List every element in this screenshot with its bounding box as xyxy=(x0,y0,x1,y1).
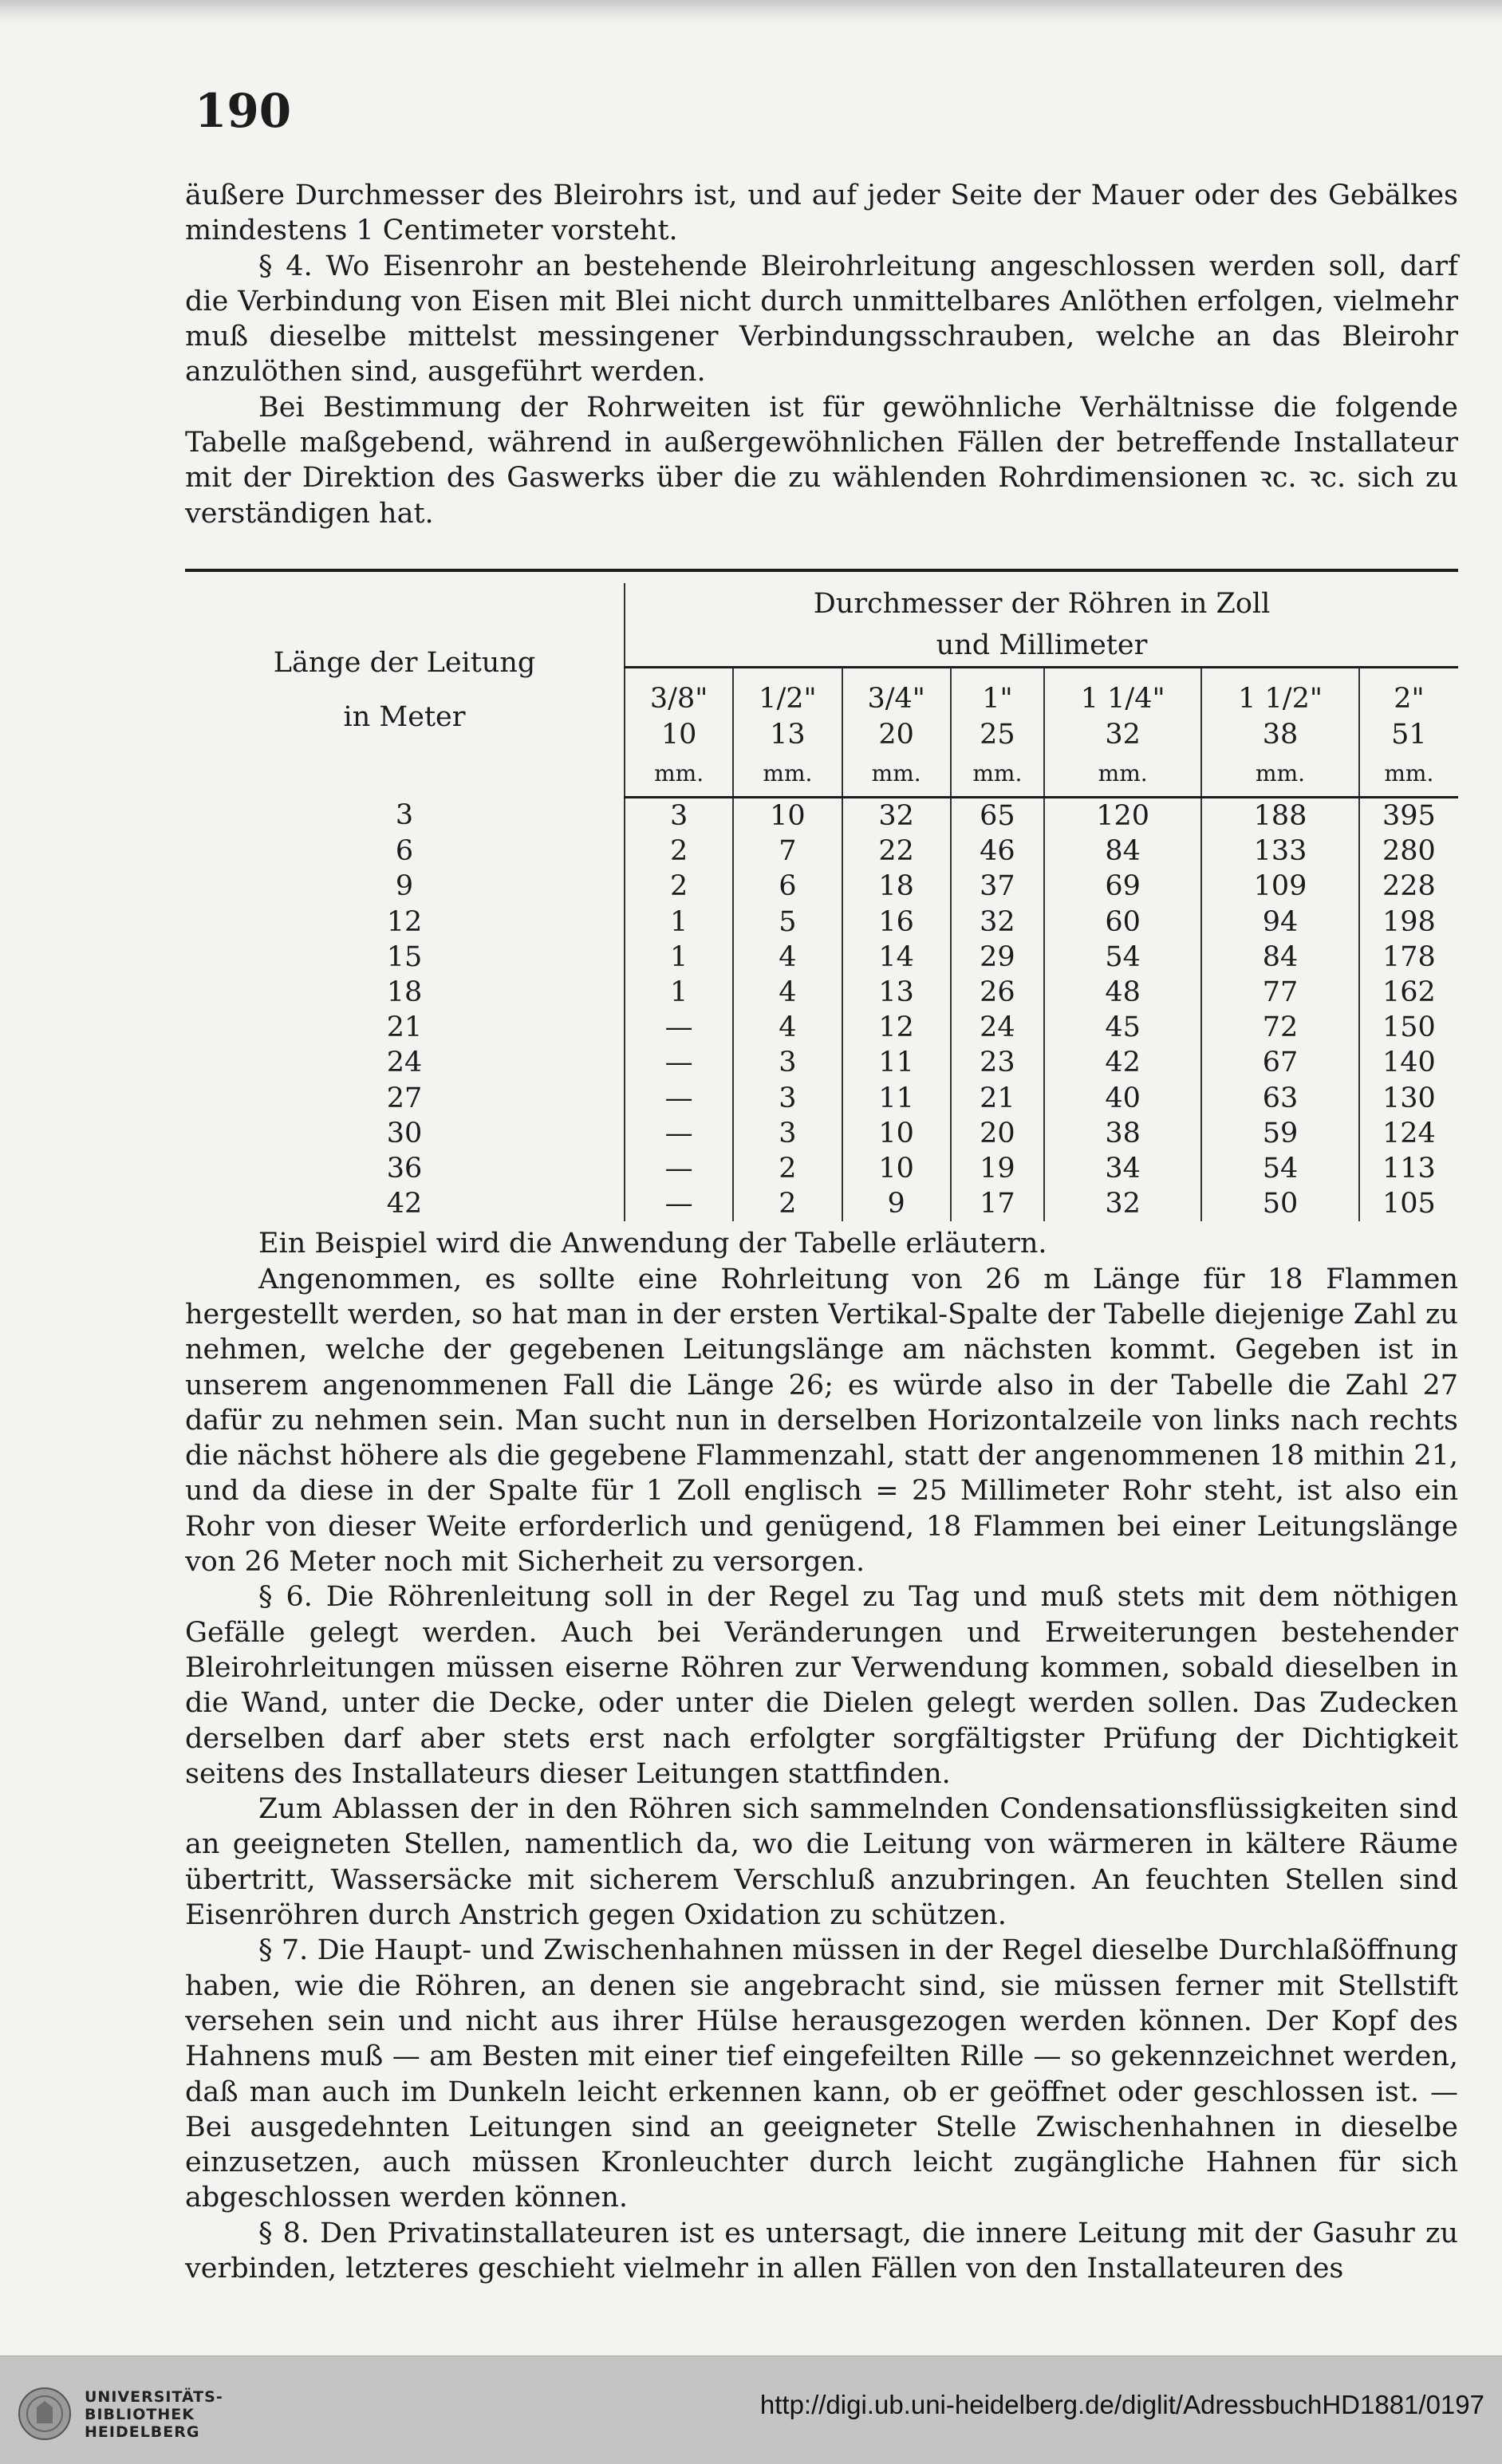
paragraph: Bei Bestimmung der Rohrweiten ist für gewöhnliche Verhältnisse die folgende Tabelle maßgebend, während in außergewöhnlichen Fällen der betreffende Installateur mit der Direktion des Gaswerks über die zu wählenden Rohrdimensionen ꝛc. ꝛc. sich zu verständigen hat. xyxy=(185,391,1458,530)
table-cell: 130 xyxy=(1359,1081,1458,1116)
column-unit: mm. xyxy=(1359,751,1458,798)
table-cell: 1 xyxy=(625,905,733,940)
paragraph: Ein Beispiel wird die Anwendung der Tabelle erläutern. xyxy=(258,1228,1047,1260)
table-cell: 54 xyxy=(1044,940,1201,975)
column-unit: mm. xyxy=(842,751,951,798)
table-cell: 32 xyxy=(1044,1186,1201,1221)
table-cell: 40 xyxy=(1044,1081,1201,1116)
column-unit: mm. xyxy=(951,751,1044,798)
table-row xyxy=(185,1045,1458,1080)
table-cell: 23 xyxy=(951,1045,1044,1080)
text-before-table xyxy=(185,178,1458,531)
table-cell: 22 xyxy=(842,834,951,869)
table-cell: 395 xyxy=(1359,797,1458,834)
table-top-rule xyxy=(185,570,1458,583)
table-cell: 84 xyxy=(1201,940,1358,975)
table-cell: 2 xyxy=(625,834,733,869)
table-cell: 16 xyxy=(842,905,951,940)
table-cell: 3 xyxy=(733,1116,842,1151)
column-mm-size: 10 xyxy=(625,718,733,751)
table-cell: 7 xyxy=(733,834,842,869)
table-cell: 3 xyxy=(625,797,733,834)
length-header-line1: Länge der Leitung xyxy=(273,647,536,680)
table-cell: 72 xyxy=(1201,1010,1358,1045)
viewer-footer xyxy=(0,2356,1502,2464)
table-body xyxy=(185,797,1458,1221)
row-length: 6 xyxy=(395,835,414,868)
library-name: UNIVERSITÄTS- BIBLIOTHEK HEIDELBERG xyxy=(85,2388,223,2441)
table-cell: 188 xyxy=(1201,797,1358,834)
row-length: 27 xyxy=(386,1082,423,1114)
table-row xyxy=(185,975,1458,1010)
table-cell: 4 xyxy=(733,1010,842,1045)
column-unit: mm. xyxy=(1201,751,1358,798)
table-cell: 5 xyxy=(733,905,842,940)
table-cell: 60 xyxy=(1044,905,1201,940)
table-row xyxy=(185,1010,1458,1045)
table-cell: 10 xyxy=(733,797,842,834)
table-cell: 19 xyxy=(951,1151,1044,1186)
row-length: 30 xyxy=(386,1117,423,1149)
row-length: 12 xyxy=(386,905,423,938)
table-cell: 17 xyxy=(951,1186,1044,1221)
source-url-link[interactable]: http://digi.ub.uni-heidelberg.de/diglit/AdressbuchHD1881/0197 xyxy=(759,2390,1484,2419)
column-inch-size: 1/2" xyxy=(733,667,842,718)
table-cell: 113 xyxy=(1359,1151,1458,1186)
column-unit: mm. xyxy=(733,751,842,798)
paragraph: § 7. Die Haupt- und Zwischenhahnen müssen in der Regel dieselbe Durchlaßöffnung haben, wie die Röhren, an denen sie angebracht sind, sie müssen ferner mit Stellstift versehen sein und nicht aus ihrer Hülse herausgezogen werden können. Der Kopf des Hahnens muß — am Besten mit einer tief eingefeilten Rille — so gekennzeichnet werden, daß man auch im Dunkeln leicht erkennen kann, ob er geöffnet oder geschlossen ist. — Bei ausgedehnten Leitungen sind an geeigneter Stelle Zwischenhahnen in dieselbe einzusetzen, auch müssen Kronleuchter durch leicht zugängliche Hahnen für sich abgeschlossen werden können. xyxy=(185,1934,1458,2214)
table-cell: 46 xyxy=(951,834,1044,869)
table-cell: 9 xyxy=(842,1186,951,1221)
table-cell: 69 xyxy=(1044,869,1201,904)
table-cell: 109 xyxy=(1201,869,1358,904)
table-row xyxy=(185,797,1458,834)
table-cell: 6 xyxy=(733,869,842,904)
table-cell: 11 xyxy=(842,1081,951,1116)
pipe-size-table-container xyxy=(185,569,1458,1221)
scan-top-edge xyxy=(0,0,1502,24)
row-length: 42 xyxy=(386,1188,423,1220)
table-cell: — xyxy=(625,1151,733,1186)
paragraph: § 8. Den Privatinstallateuren ist es untersagt, die innere Leitung mit der Gasuhr zu verbinden, letzteres geschieht vielmehr in allen Fällen von den Installateuren des xyxy=(185,2217,1458,2285)
table-cell: 4 xyxy=(733,975,842,1010)
table-cell: 34 xyxy=(1044,1151,1201,1186)
table-cell: 48 xyxy=(1044,975,1201,1010)
column-inch-size: 3/8" xyxy=(625,667,733,718)
table-cell: 10 xyxy=(842,1116,951,1151)
table-cell: 162 xyxy=(1359,975,1458,1010)
row-length: 36 xyxy=(386,1153,423,1185)
row-length: 9 xyxy=(395,870,414,903)
table-row xyxy=(185,869,1458,904)
paragraph: Angenommen, es sollte eine Rohrleitung von 26 m Länge für 18 Flammen hergestellt werden, so hat man in der ersten Vertikal-Spalte der Tabelle diejenige Zahl zu nehmen, welche der gegebenen Leitungslänge am nächsten kommt. Gegeben ist in unserem angenommenen Fall die Länge 26; es würde also in der Tabelle die Zahl 27 dafür zu nehmen sein. Man sucht nun in derselben Horizontalzeile von links nach rechts die nächst höhere als die gegebene Flammenzahl, statt der angenommenen 18 mithin 21, und da diese in der Spalte für 1 Zoll englisch = 25 Millimeter Rohr steht, ist also ein Rohr von dieser Weite erforderlich und genügend, 18 Flammen bei einer Leitungslänge von 26 Meter noch mit Sicherheit zu versorgen. xyxy=(185,1263,1458,1579)
table-cell: 63 xyxy=(1201,1081,1358,1116)
table-cell: 32 xyxy=(842,797,951,834)
column-inch-size: 1 1/4" xyxy=(1044,667,1201,718)
table-cell: 94 xyxy=(1201,905,1358,940)
row-length: 21 xyxy=(386,1011,423,1044)
table-cell: 21 xyxy=(951,1081,1044,1116)
table-cell: 124 xyxy=(1359,1116,1458,1151)
column-mm-size: 13 xyxy=(733,718,842,751)
table-cell: 26 xyxy=(951,975,1044,1010)
table-cell: 18 xyxy=(842,869,951,904)
table-cell: 1 xyxy=(625,975,733,1010)
text-after-table xyxy=(185,1226,1458,2286)
paragraph: § 4. Wo Eisenrohr an bestehende Bleirohrleitung angeschlossen werden soll, darf die Verbindung von Eisen mit Blei nicht durch unmittelbares Anlöthen erfolgen, vielmehr muß dieselbe mittelst messingener Verbindungsschrauben, welche an das Bleirohr anzulöthen sind, ausgeführt werden. xyxy=(185,250,1458,388)
length-header-line2: in Meter xyxy=(343,701,466,734)
table-cell: 140 xyxy=(1359,1045,1458,1080)
column-unit: mm. xyxy=(625,751,733,798)
column-mm-size: 25 xyxy=(951,718,1044,751)
row-length: 18 xyxy=(386,976,423,1008)
table-cell: 10 xyxy=(842,1151,951,1186)
table-cell: 2 xyxy=(733,1151,842,1186)
table-cell: 77 xyxy=(1201,975,1358,1010)
table-cell: 3 xyxy=(733,1081,842,1116)
table-cell: — xyxy=(625,1116,733,1151)
table-cell: — xyxy=(625,1081,733,1116)
paragraph: Zum Ablassen der in den Röhren sich sammelnden Condensationsflüssigkeiten sind an geeigneten Stellen, namentlich da, wo die Leitung von wärmeren in kältere Räume übertritt, Wassersäcke mit sicherem Verschluß anzubringen. An feuchten Stellen sind Eisenröhren durch Anstrich gegen Oxidation zu schützen. xyxy=(185,1793,1458,1932)
table-cell: — xyxy=(625,1010,733,1045)
column-mm-size: 38 xyxy=(1201,718,1358,751)
table-cell: 29 xyxy=(951,940,1044,975)
diameter-header-line2: und Millimeter xyxy=(936,629,1148,661)
pipe-size-table xyxy=(185,569,1458,1221)
column-inch-size: 3/4" xyxy=(842,667,951,718)
table-cell: 12 xyxy=(842,1010,951,1045)
table-cell: 280 xyxy=(1359,834,1458,869)
row-length: 3 xyxy=(395,799,414,832)
table-row xyxy=(185,1081,1458,1116)
table-cell: 4 xyxy=(733,940,842,975)
table-cell: 14 xyxy=(842,940,951,975)
column-mm-size: 51 xyxy=(1359,718,1458,751)
book-page xyxy=(185,84,1458,2286)
table-cell: 65 xyxy=(951,797,1044,834)
table-cell: 228 xyxy=(1359,869,1458,904)
table-cell: 178 xyxy=(1359,940,1458,975)
column-inch-size: 1" xyxy=(951,667,1044,718)
row-length: 24 xyxy=(386,1047,423,1079)
table-row xyxy=(185,1116,1458,1151)
table-cell: 198 xyxy=(1359,905,1458,940)
table-cell: 24 xyxy=(951,1010,1044,1045)
column-mm-size: 32 xyxy=(1044,718,1201,751)
table-cell: 1 xyxy=(625,940,733,975)
table-cell: 133 xyxy=(1201,834,1358,869)
paragraph: äußere Durchmesser des Bleirohrs ist, und auf jeder Seite der Mauer oder des Gebälkes mindestens 1 Centimeter vorsteht. xyxy=(185,179,1458,247)
page-number: 190 xyxy=(195,84,292,138)
table-cell: 42 xyxy=(1044,1045,1201,1080)
table-cell: 13 xyxy=(842,975,951,1010)
table-cell: 150 xyxy=(1359,1010,1458,1045)
table-cell: 84 xyxy=(1044,834,1201,869)
table-cell: 2 xyxy=(733,1186,842,1221)
table-cell: 120 xyxy=(1044,797,1201,834)
table-cell: 59 xyxy=(1201,1116,1358,1151)
table-row xyxy=(185,905,1458,940)
table-cell: 67 xyxy=(1201,1045,1358,1080)
paragraph: § 6. Die Röhrenleitung soll in der Regel zu Tag und muß stets mit dem nöthigen Gefälle gelegt werden. Auch bei Veränderungen und Erweiterungen bestehender Bleirohrleitungen müssen eiserne Röhren zur Verwendung kommen, sobald dieselben in die Wand, unter die Decke, oder unter die Dielen gelegt werden sollen. Das Zudecken derselben darf aber stets erst nach erfolgter sorgfältigster Prüfung der Dichtigkeit seitens des Installateurs dieser Leitungen stattfinden. xyxy=(185,1581,1458,1790)
table-cell: 32 xyxy=(951,905,1044,940)
column-unit: mm. xyxy=(1044,751,1201,798)
column-inch-size: 2" xyxy=(1359,667,1458,718)
table-cell: 50 xyxy=(1201,1186,1358,1221)
table-cell: 20 xyxy=(951,1116,1044,1151)
table-row xyxy=(185,1151,1458,1186)
table-cell: 37 xyxy=(951,869,1044,904)
table-cell: 11 xyxy=(842,1045,951,1080)
diameter-group-header xyxy=(625,583,1458,668)
column-mm-size: 20 xyxy=(842,718,951,751)
table-cell: — xyxy=(625,1045,733,1080)
table-cell: 105 xyxy=(1359,1186,1458,1221)
table-cell: 45 xyxy=(1044,1010,1201,1045)
table-row xyxy=(185,1186,1458,1221)
table-row xyxy=(185,834,1458,869)
column-inch-size: 1 1/2" xyxy=(1201,667,1358,718)
table-cell: 3 xyxy=(733,1045,842,1080)
table-row xyxy=(185,940,1458,975)
table-cell: 2 xyxy=(625,869,733,904)
table-cell: 54 xyxy=(1201,1151,1358,1186)
table-cell: 38 xyxy=(1044,1116,1201,1151)
table-cell: — xyxy=(625,1186,733,1221)
length-column-header xyxy=(185,583,625,798)
diameter-header-line1: Durchmesser der Röhren in Zoll xyxy=(813,587,1271,620)
row-length: 15 xyxy=(386,940,423,973)
